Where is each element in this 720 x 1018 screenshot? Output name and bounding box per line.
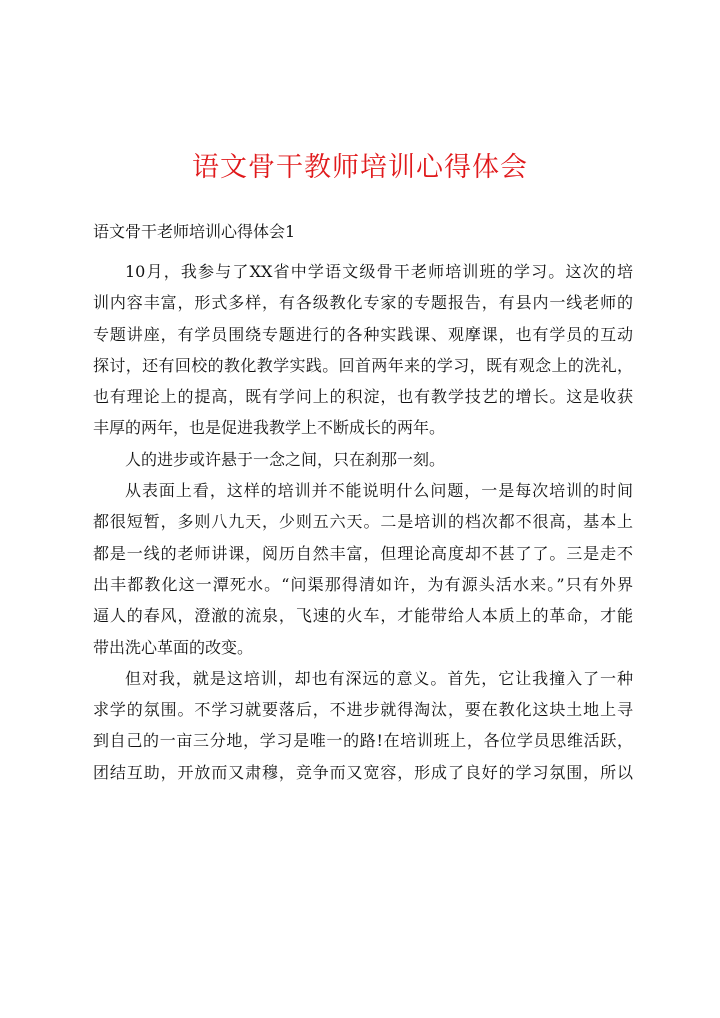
paragraph-line: 都是一线的老师讲课，阅历自然丰富，但理论高度却不甚了了。三是走不 xyxy=(93,543,633,563)
paragraph-line: 出丰都教化这一潭死水。“问渠那得清如许，为有源头活水来。”只有外界 xyxy=(93,574,633,594)
paragraph-3 xyxy=(93,475,633,663)
paragraph-line: 求学的氛围。不学习就要落后，不进步就得淘汰，要在教化这块土地上寻 xyxy=(93,700,633,720)
paragraph-line: 都很短暂，多则八九天，少则五六天。二是培训的档次都不很高，基本上 xyxy=(93,512,633,532)
paragraph-line: 逼人的春风，澄澈的流泉，飞速的火车，才能带给人本质上的革命，才能 xyxy=(93,606,633,626)
paragraph-line: 带出洗心革面的改变。 xyxy=(93,637,254,657)
paragraph-line: 训内容丰富，形式多样，有各级教化专家的专题报告，有县内一线老师的 xyxy=(93,293,633,313)
paragraph-line: 也有理论上的提高，既有学问上的积淀，也有教学技艺的增长。这是收获 xyxy=(93,387,633,407)
paragraph-line: 但对我，就是这培训，却也有深远的意义。首先，它让我撞入了一种 xyxy=(125,668,633,688)
paragraph-line: 到自己的一亩三分地，学习是唯一的路!在培训班上，各位学员思维活跃， xyxy=(93,731,633,751)
paragraph-line: 人的进步或许悬于一念之间，只在刹那一刻。 xyxy=(125,449,446,469)
paragraph-line: 专题讲座，有学员围绕专题进行的各种实践课、观摩课，也有学员的互动 xyxy=(93,324,633,344)
document-subtitle: 语文骨干老师培训心得体会1 xyxy=(93,222,296,241)
paragraph-line: 探讨，还有回校的教化教学实践。回首两年来的学习，既有观念上的洗礼， xyxy=(93,355,633,375)
document-title: 语文骨干教师培训心得体会 xyxy=(192,152,528,183)
paragraph-line: 10月，我参与了XX省中学语文级骨干老师培训班的学习。这次的培 xyxy=(125,262,633,281)
document-body xyxy=(93,256,633,788)
paragraph-line: 团结互助，开放而又肃穆，竞争而又宽容，形成了良好的学习氛围，所以 xyxy=(93,762,633,782)
paragraph-4 xyxy=(93,663,633,788)
paragraph-line: 丰厚的两年，也是促进我教学上不断成长的两年。 xyxy=(93,418,446,438)
paragraph-2 xyxy=(93,444,633,475)
paragraph-1 xyxy=(93,256,633,444)
paragraph-line: 从表面上看，这样的培训并不能说明什么问题，一是每次培训的时间 xyxy=(125,481,633,501)
